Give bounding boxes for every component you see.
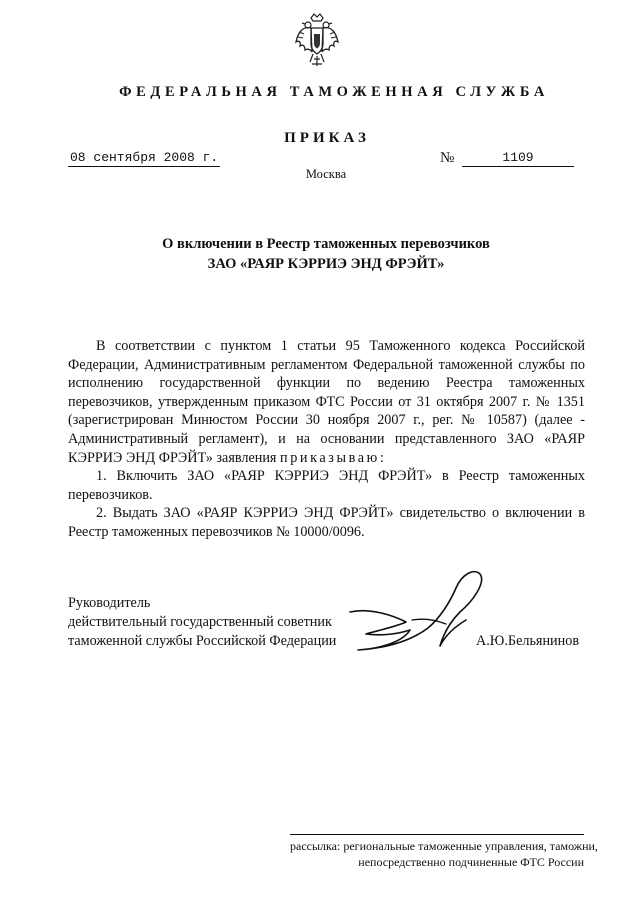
handwritten-signature xyxy=(328,560,508,670)
order-item-2: 2. Выдать ЗАО «РАЯР КЭРРИЭ ЭНД ФРЭЙТ» свидетельство о включении в Реестр таможенных перевозчиков № 10000/0096. xyxy=(68,505,585,540)
order-number: 1109 xyxy=(462,150,574,167)
signatory-title-block xyxy=(68,594,368,651)
distribution-list xyxy=(290,834,598,870)
signatory-position-line-1: Руководитель xyxy=(68,595,151,611)
preamble-paragraph xyxy=(68,337,585,467)
order-date: 08 сентября 2008 г. xyxy=(70,150,219,165)
distribution-line-2: непосредственно подчиненные ФТС России xyxy=(358,855,584,869)
order-word: приказываю xyxy=(280,449,380,466)
signatory-name: А.Ю.Бельянинов xyxy=(476,633,580,649)
city: Москва xyxy=(305,167,347,181)
agency-name: ФЕДЕРАЛЬНАЯ ТАМОЖЕННАЯ СЛУЖБА xyxy=(119,84,549,100)
signatory-position-line-3: таможенной службы Российской Федерации xyxy=(68,633,337,649)
order-subject xyxy=(0,234,640,274)
distribution-line-1: рассылка: региональные таможенные управления, таможни, xyxy=(290,839,598,853)
order-body xyxy=(68,337,585,542)
emblem-icon xyxy=(293,12,341,68)
order-word-punct: : xyxy=(379,449,384,466)
subject-line-2: ЗАО «РАЯР КЭРРИЭ ЭНД ФРЭЙТ» xyxy=(207,256,445,272)
number-sign: № xyxy=(440,150,455,166)
preamble-text: В соответствии с пунктом 1 статьи 95 Таможенного кодекса Российской Федерации, Административным регламентом Федеральной таможенной службы по исполнению государственной функции по ведению Реестра таможенных перевозчиков, утвержденным приказом ФТС России от 31 октября 2007 г. № 1351 (зарегистрирован Минюстом России 30 ноября 2007 г., рег. № 10587) (далее - Административный регламент), и на основании представленного ЗАО «РАЯР КЭРРИЭ ЭНД ФРЭЙТ» заявления xyxy=(68,338,585,466)
subject-line-1: О включении в Реестр таможенных перевозчиков xyxy=(162,236,490,252)
order-item-1: 1. Включить ЗАО «РАЯР КЭРРИЭ ЭНД ФРЭЙТ» в Реестр таможенных перевозчиков. xyxy=(68,468,585,503)
signatory-position-line-2: действительный государственный советник xyxy=(68,614,332,630)
document-type-title: ПРИКАЗ xyxy=(284,130,370,146)
